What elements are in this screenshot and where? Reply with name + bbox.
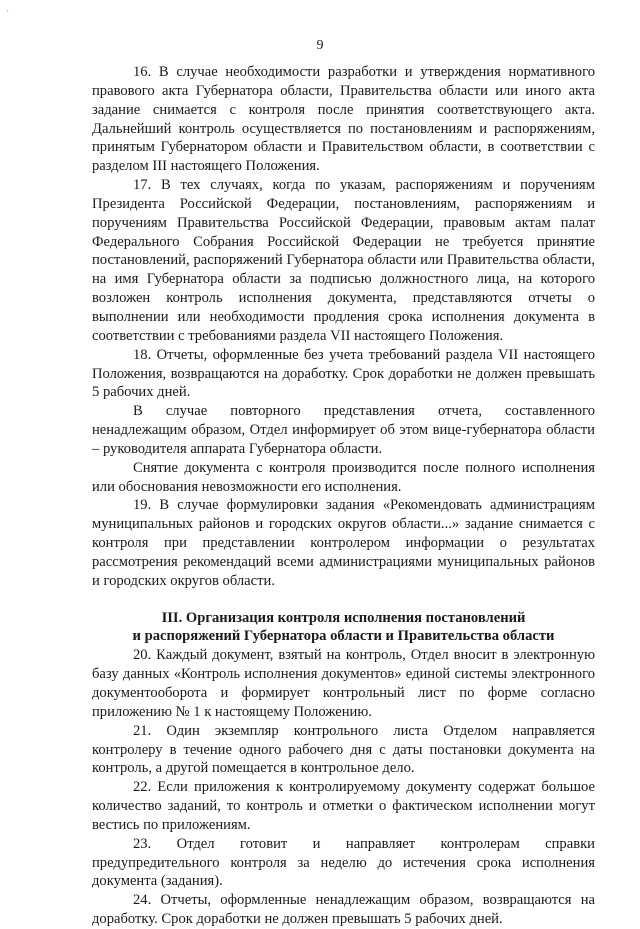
section-heading-line-1: III. Организация контроля исполнения постановлений — [161, 609, 526, 626]
corner-mark: · — [6, 6, 9, 16]
paragraph-18: 18. Отчеты, оформленные без учета требований раздела VII настоящего Положения, возвращаются на доработку. Срок доработки не должен превышать 5 рабочих дней. — [92, 346, 595, 401]
paragraph-19: 19. В случае формулировки задания «Рекомендовать администрациям муниципальных районов и городских округов области...» задание снимается с контроля при представлении контролером информации о результатах рассмотрения рекомендаций всеми администрациями муниципальных районов и городских округов области. — [92, 497, 595, 589]
paragraph-17: 17. В тех случаях, когда по указам, распоряжениям и поручениям Президента Российской Федерации, постановлениям, распоряжениям и поручениям Правительства Российской Федерации, правовым актам палат Федерального Собрания Российской Федерации не требуется принятие постановлений, распоряжений Губернатора области или Правительства области, на имя Губернатора области за подписью должностного лица, на которого возложен контроль исполнения документа, представляются отчеты о выполнении или необходимости продления срока исполнения документа в соответствии с требованиями раздела VII настоящего Положения. — [92, 177, 595, 344]
paragraph-16: 16. В случае необходимости разработки и утверждения нормативного правового акта Губернатора области, Правительства области или иного акта задание снимается с контроля после принятия соответствующего акта. Дальнейший контроль осуществляется по постановлениям и распоряжениям, принятым Губернатором области и Правительством области, в соответствии с разделом III настоящего Положения. — [92, 64, 595, 175]
paragraph-23: 23. Отдел готовит и направляет контролерам справки предупредительного контроля за неделю до истечения срока исполнения документа (задания). — [92, 835, 595, 890]
page-number: 9 — [316, 38, 324, 53]
paragraph-24: 24. Отчеты, оформленные ненадлежащим образом, возвращаются на доработку. Срок доработки не должен превышать 5 рабочих дней. — [92, 892, 595, 928]
document-body — [92, 63, 595, 929]
paragraph-22: 22. Если приложения к контролируемому документу содержат большое количество заданий, то контроль и отметки о фактическом исполнении могут вестись по приложениям. — [92, 779, 595, 833]
paragraph-18-repeat-report: В случае повторного представления отчета, составленного ненадлежащим образом, Отдел информирует об этом вице-губернатора области – руководителя аппарата Губернатора области. — [92, 403, 595, 457]
paragraph-20: 20. Каждый документ, взятый на контроль, Отдел вносит в электронную базу данных «Контроль исполнения документов» единой системы электронного документооборота и формирует контрольный лист по форме согласно приложению № 1 к настоящему Положению. — [92, 647, 595, 720]
section-heading — [92, 609, 595, 647]
section-heading-line-2: и распоряжений Губернатора области и Правительства области — [132, 628, 555, 645]
paragraph-18-removal: Снятие документа с контроля производится после полного исполнения или обоснования невозможности его исполнения. — [92, 459, 595, 495]
paragraph-21: 21. Один экземпляр контрольного листа Отделом направляется контролеру в течение одного рабочего дня с даты постановки документа на контроль, а другой помещается в контрольное дело. — [92, 722, 595, 777]
section-spacer — [92, 591, 595, 609]
